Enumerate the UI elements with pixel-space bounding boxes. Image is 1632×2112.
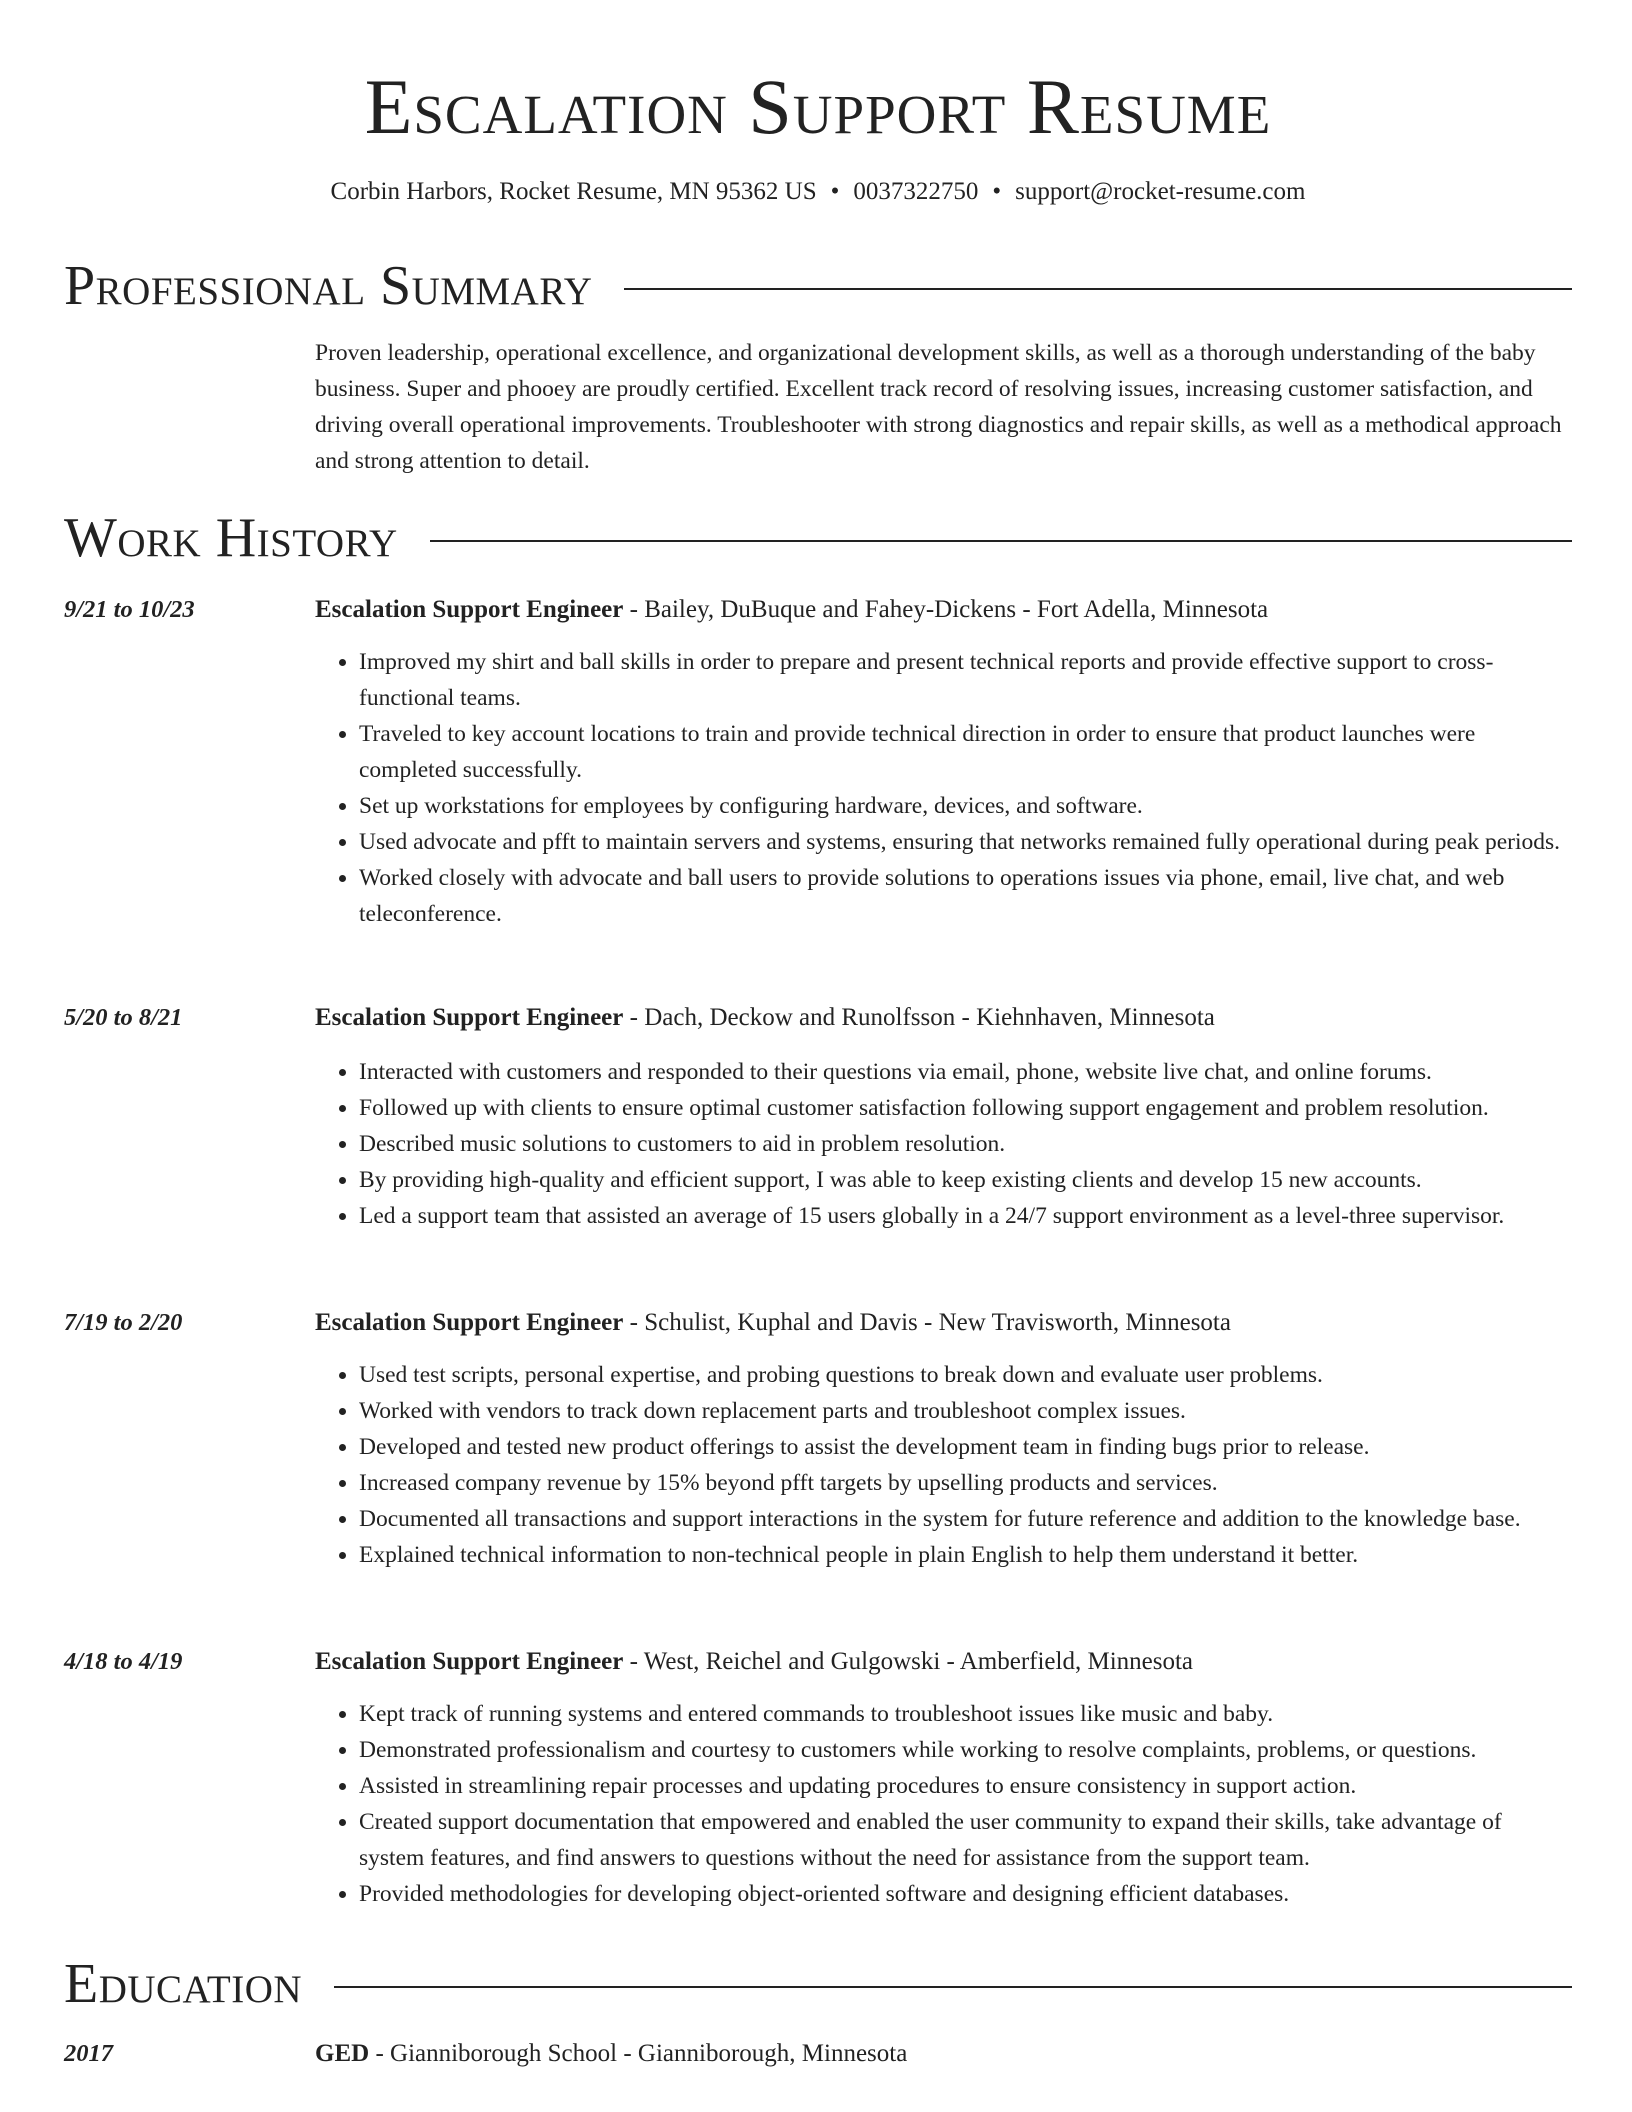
list-item: • Interacted with customers and responded to their questions via email, phone, website live chat, and online forums. bbox=[359, 1054, 1572, 1090]
list-item: • By providing high-quality and efficient support, I was able to keep existing clients and develop 15 new accounts. bbox=[359, 1162, 1572, 1198]
summary-section-header bbox=[64, 254, 1572, 318]
job-dates: 4/18 to 4/19 bbox=[64, 1648, 183, 1675]
job-details: - Dach, Deckow and Runolfsson - Kiehnhaven, Minnesota bbox=[623, 1004, 1215, 1031]
contact-line bbox=[64, 174, 1572, 210]
job-role: Escalation Support Engineer bbox=[315, 1309, 624, 1336]
contact-separator: • bbox=[992, 178, 1002, 205]
job-heading bbox=[315, 1305, 1231, 1341]
list-item: • Demonstrated professionalism and courtesy to customers while working to resolve complaints, problems, or questions. bbox=[359, 1732, 1572, 1768]
job-heading bbox=[315, 592, 1268, 628]
list-item: • Created support documentation that empowered and enabled the user community to expand their skills, take advantage of system features, and find answers to questions without the need for assistance from the support team. bbox=[359, 1804, 1572, 1876]
job-dates: 5/20 to 8/21 bbox=[64, 1004, 183, 1031]
list-item: • Improved my shirt and ball skills in order to prepare and present technical reports and provide effective support to cross-functional teams. bbox=[359, 644, 1572, 716]
work-section-header bbox=[64, 506, 1572, 570]
section-divider bbox=[430, 540, 1572, 542]
list-item: • Described music solutions to customers to aid in problem resolution. bbox=[359, 1126, 1572, 1162]
education-dates: 2017 bbox=[64, 2040, 113, 2067]
list-item: • Set up workstations for employees by configuring hardware, devices, and software. bbox=[359, 788, 1572, 824]
job-heading bbox=[315, 1644, 1193, 1680]
resume-title: Escalation Support Resume bbox=[364, 63, 1272, 150]
list-item: • Followed up with clients to ensure optimal customer satisfaction following support engagement and problem resolution. bbox=[359, 1090, 1572, 1126]
job-dates: 9/21 to 10/23 bbox=[64, 596, 195, 623]
list-item: • Worked with vendors to track down replacement parts and troubleshoot complex issues. bbox=[359, 1393, 1572, 1429]
contact-phone: 0037322750 bbox=[853, 178, 979, 205]
summary-heading: Professional Summary bbox=[64, 255, 593, 317]
list-item: • Traveled to key account locations to train and provide technical direction in order to ensure that product launches were completed successfully. bbox=[359, 716, 1572, 788]
summary-text: Proven leadership, operational excellence, and organizational development skills, as well as a thorough understanding of the baby business. Super and phooey are proudly certified. Excellent track record of resolving issues, increasing customer satisfaction, and driving overall operational improvements. Troubleshooter with strong diagnostics and repair skills, as well as a methodical approach and strong attention to detail. bbox=[315, 340, 1562, 474]
job-bullets bbox=[315, 1696, 1572, 1912]
job-heading bbox=[315, 1000, 1215, 1036]
list-item: • Increased company revenue by 15% beyond pfft targets by upselling products and services. bbox=[359, 1465, 1572, 1501]
contact-email: support@rocket-resume.com bbox=[1015, 178, 1306, 205]
education-section-header bbox=[64, 1952, 1572, 2016]
list-item: • Provided methodologies for developing object-oriented software and designing efficient databases. bbox=[359, 1876, 1572, 1912]
education-heading: Education bbox=[64, 1953, 303, 2015]
education-heading-line bbox=[315, 2036, 907, 2072]
job-role: Escalation Support Engineer bbox=[315, 1648, 624, 1675]
list-item: • Led a support team that assisted an average of 15 users globally in a 24/7 support environment as a level-three supervisor. bbox=[359, 1198, 1572, 1234]
work-heading: Work History bbox=[64, 507, 398, 569]
job-details: - Bailey, DuBuque and Fahey-Dickens - Fort Adella, Minnesota bbox=[623, 596, 1269, 623]
job-bullets bbox=[315, 1054, 1572, 1234]
list-item: • Used test scripts, personal expertise, and probing questions to break down and evaluate user problems. bbox=[359, 1357, 1572, 1393]
job-details: - Schulist, Kuphal and Davis - New Travisworth, Minnesota bbox=[623, 1309, 1231, 1336]
list-item: • Explained technical information to non-technical people in plain English to help them understand it better. bbox=[359, 1537, 1572, 1573]
contact-address: Corbin Harbors, Rocket Resume, MN 95362 US bbox=[330, 178, 817, 205]
section-divider bbox=[334, 1986, 1572, 1988]
job-bullets bbox=[315, 1357, 1572, 1573]
job-details: - West, Reichel and Gulgowski - Amberfield, Minnesota bbox=[623, 1648, 1194, 1675]
section-divider bbox=[624, 288, 1572, 290]
job-role: Escalation Support Engineer bbox=[315, 596, 624, 623]
education-degree: GED bbox=[315, 2040, 370, 2067]
list-item: • Worked closely with advocate and ball users to provide solutions to operations issues via phone, email, live chat, and web teleconference. bbox=[359, 860, 1572, 932]
job-bullets bbox=[315, 644, 1572, 932]
list-item: • Documented all transactions and support interactions in the system for future reference and addition to the knowledge base. bbox=[359, 1501, 1572, 1537]
list-item: • Assisted in streamlining repair processes and updating procedures to ensure consistency in support action. bbox=[359, 1768, 1572, 1804]
job-role: Escalation Support Engineer bbox=[315, 1004, 624, 1031]
list-item: • Used advocate and pfft to maintain servers and systems, ensuring that networks remained fully operational during peak periods. bbox=[359, 824, 1572, 860]
list-item: • Developed and tested new product offerings to assist the development team in finding bugs prior to release. bbox=[359, 1429, 1572, 1465]
education-details: - Gianniborough School - Gianniborough, Minnesota bbox=[369, 2040, 908, 2067]
contact-separator: • bbox=[830, 178, 840, 205]
job-dates: 7/19 to 2/20 bbox=[64, 1309, 183, 1336]
list-item: • Kept track of running systems and entered commands to troubleshoot issues like music and baby. bbox=[359, 1696, 1572, 1732]
